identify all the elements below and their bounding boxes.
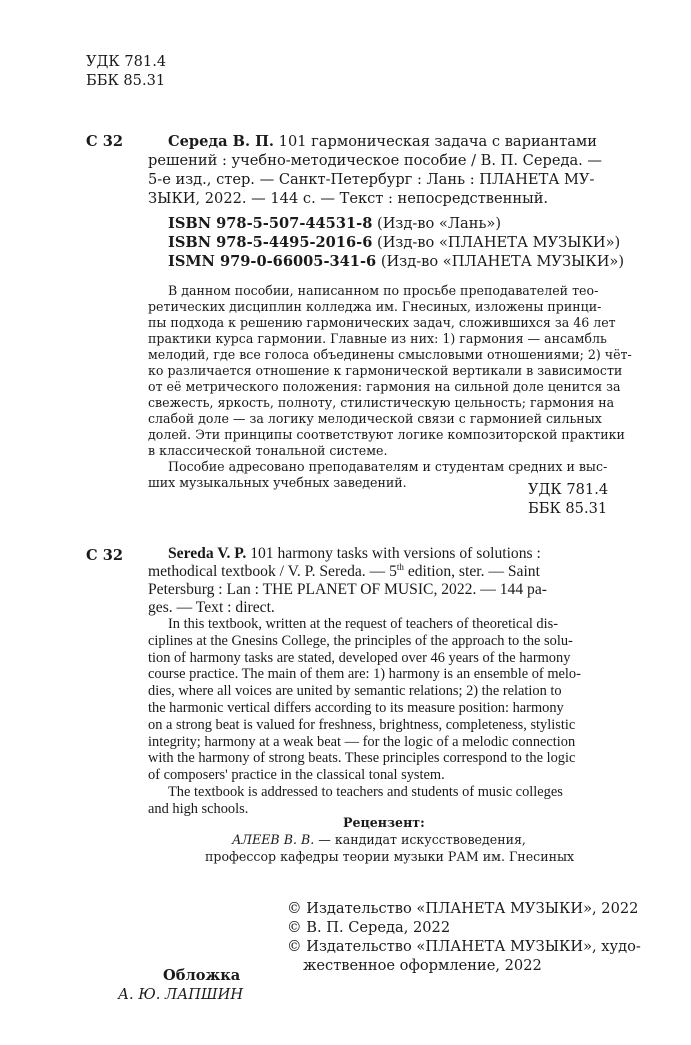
reviewer-name: АЛЕЕВ В. В. bbox=[232, 832, 315, 847]
ru-abstract-line: В данном пособии, написанном по просьбе преподавателей тео- bbox=[168, 283, 599, 298]
ru-abstract-line: практики курса гармонии. Главные из них: 1) гармония — ансамбль bbox=[148, 331, 607, 346]
en-record-edition: methodical textbook / V. P. Sereda. — 5 bbox=[148, 563, 397, 580]
ismn-label: ISMN 979-0-66005-341-6 bbox=[168, 253, 377, 270]
ru-abstract-line: от её метрического положения: гармония на сильной доле ценится за bbox=[148, 379, 621, 394]
isbn-label: ISBN 978-5-507-44531-8 bbox=[168, 215, 373, 232]
reviewer-line-2: профессор кафедры теории музыки РАМ им. Гнесиных bbox=[205, 849, 575, 864]
header-udk: УДК 781.4 bbox=[86, 53, 167, 70]
en-abstract-line: dies, where all voices are united by semantic relations; 2) the relation to bbox=[148, 683, 562, 700]
en-abstract-line: tion of harmony tasks are stated, developed over 46 years of the harmony bbox=[148, 649, 571, 666]
ismn-publisher: (Изд-во «ПЛАНЕТА МУЗЫКИ») bbox=[380, 253, 625, 270]
en-abstract-line: with the harmony of strong beats. These principles correspond to the logic bbox=[148, 750, 576, 767]
ru-record-line-3: 5-е изд., стер. — Санкт-Петербург : Лань : ПЛАНЕТА МУ- bbox=[148, 171, 595, 188]
isbn-block bbox=[168, 214, 624, 271]
copyright-block bbox=[287, 899, 641, 975]
ru-classification-bbk: ББК 85.31 bbox=[528, 500, 608, 517]
isbn-label: ISBN 978-5-4495-2016-6 bbox=[168, 234, 373, 251]
ru-abstract-line: слабой доле — за логику мелодической связи с гармонией сильных bbox=[148, 411, 602, 426]
en-record-line-2 bbox=[148, 563, 547, 581]
en-abstract-line: and high schools. bbox=[148, 800, 249, 817]
en-abstract bbox=[148, 616, 581, 818]
isbn-publisher: (Изд-во «ПЛАНЕТА МУЗЫКИ») bbox=[377, 234, 621, 251]
en-record-author: Sereda V. P. bbox=[168, 545, 247, 562]
en-record-code: С 32 bbox=[86, 547, 124, 564]
ru-record-author: Середа В. П. bbox=[168, 133, 275, 150]
en-record-title: 101 harmony tasks with versions of solutions : bbox=[250, 545, 541, 562]
ru-record-line-2: решений : учебно-методическое пособие / В. П. Середа. — bbox=[148, 152, 603, 169]
ru-abstract-line: ко различается отношение к гармонической вертикали в зависимости bbox=[148, 363, 623, 378]
copyright-line: жественное оформление, 2022 bbox=[303, 957, 542, 974]
ru-abstract-line: в классической тональной системе. bbox=[148, 443, 388, 458]
header-bbk: ББК 85.31 bbox=[86, 72, 166, 89]
ru-classification-udk: УДК 781.4 bbox=[528, 481, 609, 498]
en-record-edition-sup: th bbox=[396, 561, 404, 572]
en-abstract-line: on a strong beat is valued for freshness, brightness, completeness, stylistic bbox=[148, 716, 576, 733]
ru-abstract-line: ших музыкальных учебных заведений. bbox=[148, 475, 407, 490]
ru-abstract-line: мелодий, где все голоса объединены смысловыми отношениями; 2) чёт- bbox=[148, 347, 632, 362]
cover-artist: А. Ю. ЛАПШИН bbox=[118, 986, 244, 1003]
ru-abstract-line: свежесть, яркость, полноту, стилистическую цельность; гармония на bbox=[148, 395, 615, 410]
ru-record-body bbox=[168, 132, 597, 151]
en-abstract-line: In this textbook, written at the request of teachers of theoretical dis- bbox=[168, 616, 559, 632]
ru-abstract-line: Пособие адресовано преподавателям и студентам средних и выс- bbox=[168, 459, 608, 474]
cover-heading: Обложка bbox=[163, 967, 241, 984]
ru-record-code: С 32 bbox=[86, 133, 124, 150]
en-record-line-3: Petersburg : Lan : THE PLANET OF MUSIC, 2022. — 144 pa- bbox=[148, 581, 547, 598]
en-abstract-line: ciplines at the Gnesins College, the principles of the approach to the solu- bbox=[148, 632, 573, 649]
en-abstract-line: The textbook is addressed to teachers and students of music colleges bbox=[168, 783, 563, 800]
en-abstract-line: integrity; harmony at a weak beat — for the logic of a melodic connection bbox=[148, 733, 576, 750]
ru-abstract bbox=[148, 283, 632, 491]
isbn-row bbox=[168, 233, 624, 252]
copyright-line: © В. П. Середа, 2022 bbox=[287, 919, 451, 936]
ru-abstract-line: долей. Эти принципы соответствуют логике композиторской практики bbox=[148, 427, 625, 442]
isbn-row bbox=[168, 214, 624, 233]
ru-record-continuation bbox=[148, 151, 602, 208]
copyright-line: © Издательство «ПЛАНЕТА МУЗЫКИ», 2022 bbox=[287, 900, 639, 917]
copyright-line: © Издательство «ПЛАНЕТА МУЗЫКИ», худо- bbox=[287, 938, 641, 955]
en-record-line-4: ges. — Text : direct. bbox=[148, 599, 275, 616]
en-record-place: edition, ster. — Saint bbox=[403, 563, 540, 580]
en-record-continuation bbox=[148, 563, 547, 617]
reviewer-heading: Рецензент: bbox=[343, 815, 425, 830]
ru-abstract-line: пы подхода к решению гармонических задач, сложившихся за 46 лет bbox=[148, 315, 616, 330]
ru-record-line-1 bbox=[168, 132, 597, 151]
ru-record-line-4: ЗЫКИ, 2022. — 144 с. — Текст : непосредственный. bbox=[148, 190, 549, 207]
en-abstract-line: the harmonic vertical differs according to its measure position: harmony bbox=[148, 699, 564, 716]
en-record-line-1 bbox=[168, 545, 541, 563]
en-record-body bbox=[168, 545, 541, 563]
reviewer-degree: — кандидат искусствоведения, bbox=[314, 832, 526, 847]
en-abstract-line: of composers' practice in the classical tonal system. bbox=[148, 767, 445, 784]
ru-record-title: 101 гармоническая задача с вариантами bbox=[278, 133, 597, 150]
isbn-publisher: (Изд-во «Лань») bbox=[377, 215, 502, 232]
ismn-row bbox=[168, 252, 624, 271]
reviewer-line-1 bbox=[232, 832, 526, 848]
ru-abstract-line: ретических дисциплин колледжа им. Гнесиных, изложены принци- bbox=[148, 299, 602, 314]
en-abstract-line: course practice. The main of them are: 1) harmony is an ensemble of melo- bbox=[148, 666, 581, 683]
